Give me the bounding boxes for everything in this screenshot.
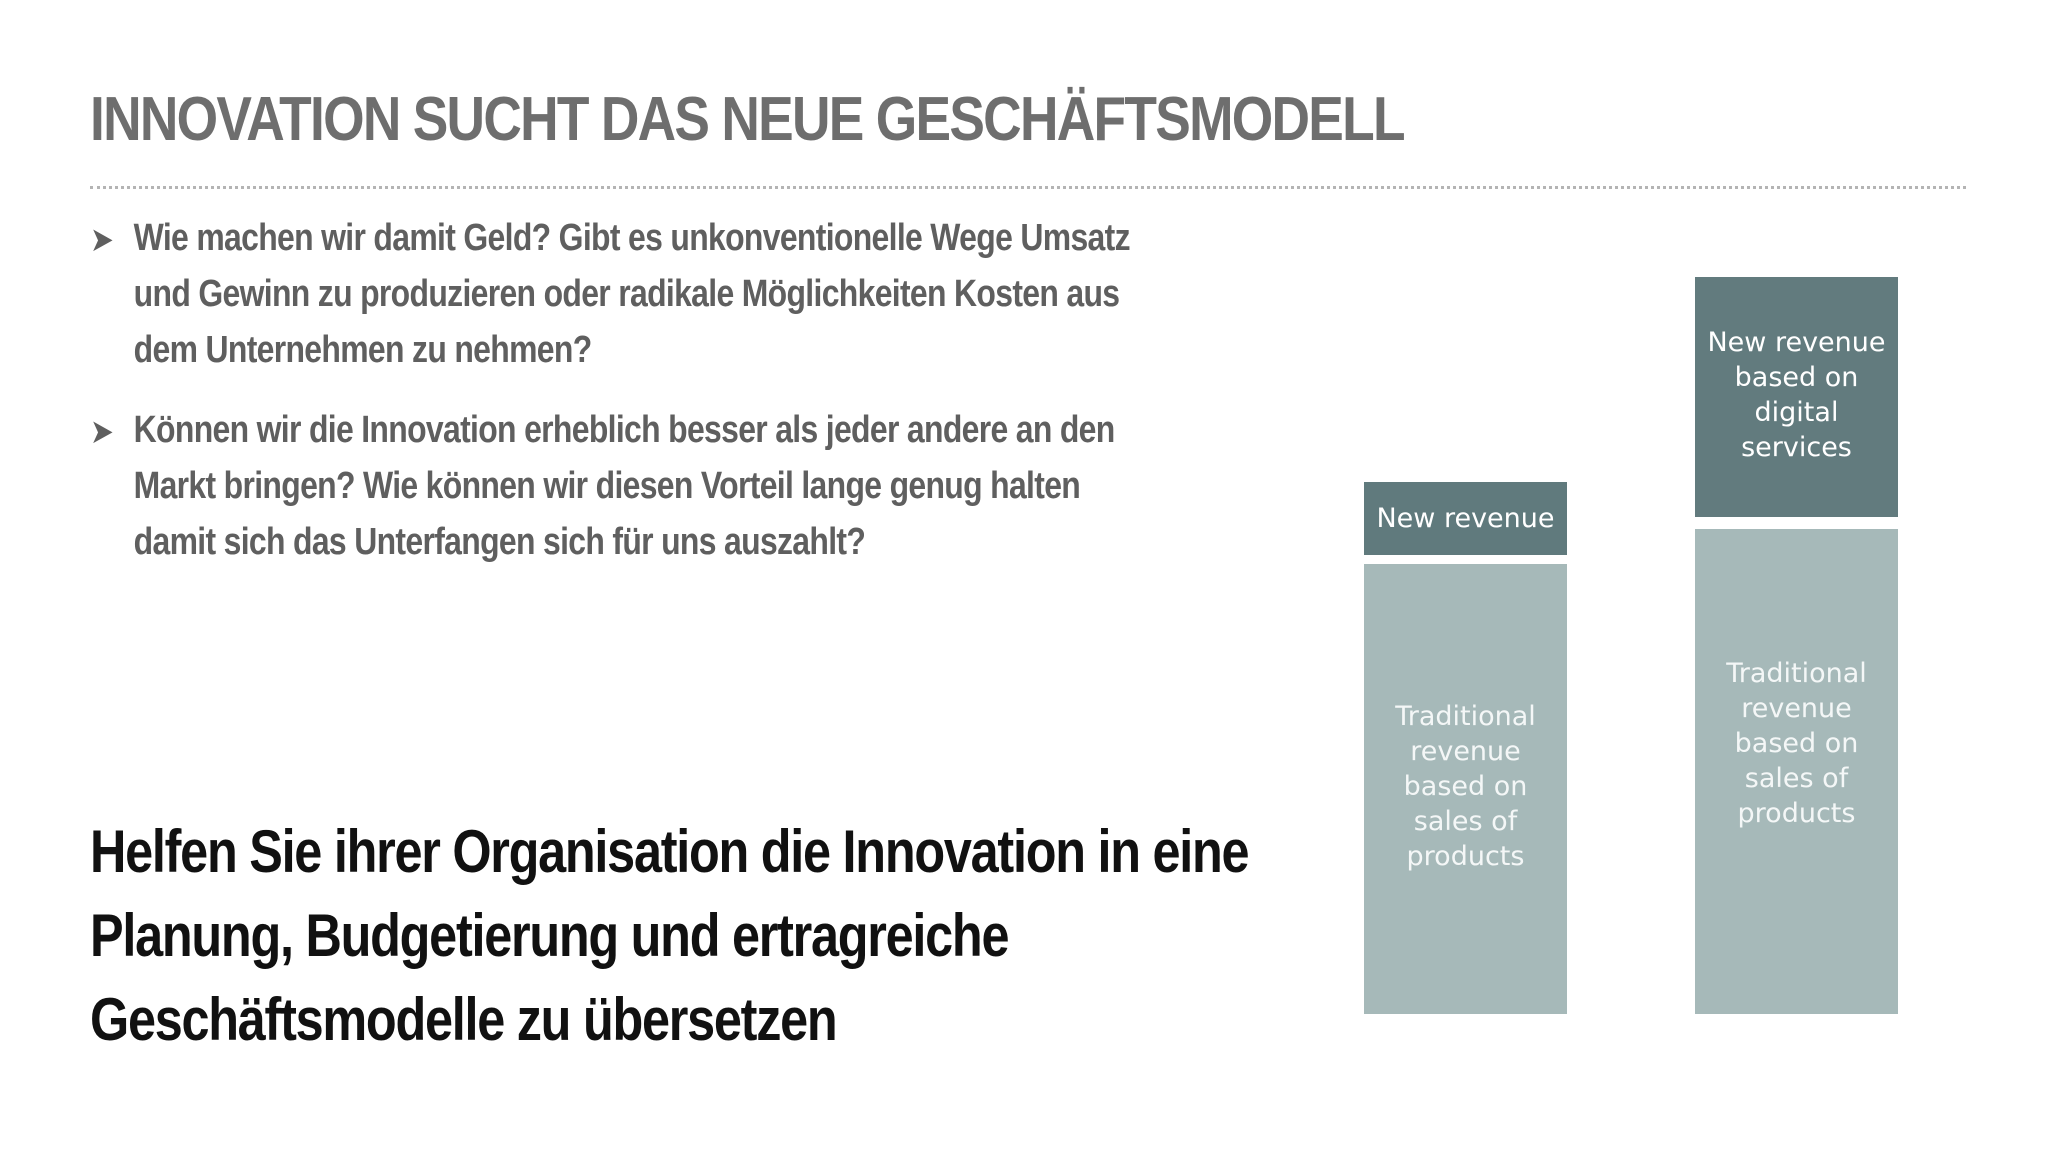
bullet-list	[90, 210, 1148, 594]
arrowhead-bullet-icon: ➤	[90, 220, 114, 260]
right-new-revenue-block	[1695, 277, 1898, 517]
bullet-item	[90, 210, 1148, 378]
left-traditional-revenue-block	[1364, 564, 1567, 1014]
arrowhead-bullet-icon: ➤	[90, 412, 114, 452]
slide-title: INNOVATION SUCHT DAS NEUE GESCHÄFTSMODELL	[90, 85, 1404, 154]
bullet-item	[90, 402, 1148, 570]
right-traditional-revenue-block	[1695, 529, 1898, 1014]
left-traditional-revenue-label: Traditional revenue based on sales of products	[1395, 700, 1536, 872]
left-new-revenue-block	[1364, 482, 1567, 555]
right-traditional-revenue-label: Traditional revenue based on sales of products	[1726, 658, 1867, 829]
left-new-revenue-label: New revenue	[1376, 503, 1555, 534]
dotted-divider	[90, 186, 1966, 189]
bullet-text: Können wir die Innovation erheblich besser als jeder andere an den Markt bringen? Wie können wir diesen Vorteil lange genug halten damit sich das Unterfangen sich für uns auszahlt?	[133, 409, 1115, 563]
bullet-text: Wie machen wir damit Geld? Gibt es unkonventionelle Wege Umsatz und Gewinn zu produzieren oder radikale Möglichkeiten Kosten aus dem Unternehmen zu nehmen?	[133, 217, 1130, 371]
conclusion-statement: Helfen Sie ihrer Organisation die Innovation in eine Planung, Budgetierung und ertragreiche Geschäftsmodelle zu übersetzen	[90, 818, 1249, 1053]
right-new-revenue-label: New revenue based on digital services	[1707, 327, 1886, 463]
